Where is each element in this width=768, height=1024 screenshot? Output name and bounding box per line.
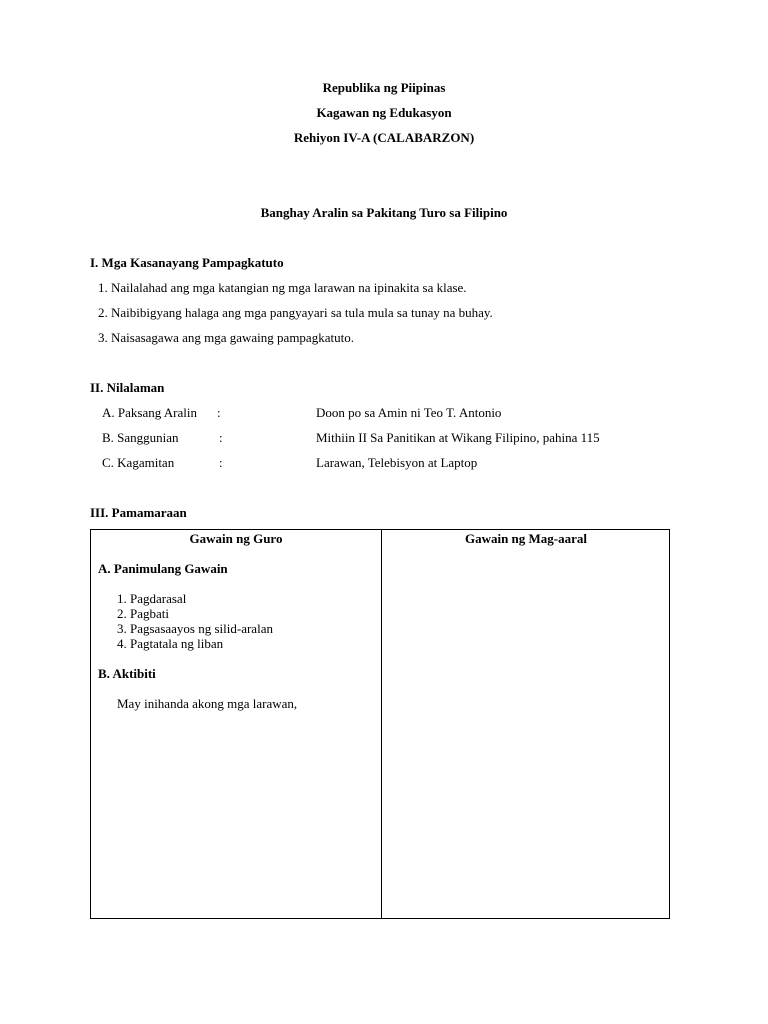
- section1-heading: I. Mga Kasanayang Pampagkatuto: [90, 255, 284, 270]
- content-value-topic: Doon po sa Amin ni Teo T. Antonio: [316, 405, 502, 420]
- content-value-reference: Mithiin II Sa Panitikan at Wikang Filipino, pahina 115: [316, 430, 600, 445]
- part-a-heading: A. Panimulang Gawain: [98, 561, 228, 576]
- objective-item-1: 1. Nailalahad ang mga katangian ng mga larawan na ipinakita sa klase.: [98, 280, 467, 295]
- content-value-materials: Larawan, Telebisyon at Laptop: [316, 455, 478, 470]
- part-a-item-3: 3. Pagsasaayos ng silid-aralan: [117, 621, 273, 636]
- content-colon-topic: :: [217, 405, 221, 420]
- objective-item-3: 3. Naisasagawa ang mga gawaing pampagkatuto.: [98, 330, 354, 345]
- section3-heading: III. Pamamaraan: [90, 505, 187, 520]
- student-column-header: Gawain ng Mag-aaral: [464, 531, 588, 546]
- part-a-item-1: 1. Pagdarasal: [117, 591, 187, 606]
- section2-heading: II. Nilalaman: [90, 380, 165, 395]
- content-label-materials: C. Kagamitan: [102, 455, 175, 470]
- objective-item-2: 2. Naibibigyang halaga ang mga pangyayari sa tula mula sa tunay na buhay.: [98, 305, 493, 320]
- content-colon-materials: :: [219, 455, 223, 470]
- header-department: Kagawan ng Edukasyon: [316, 105, 452, 120]
- header-country: Republika ng Piipinas: [322, 80, 446, 95]
- procedure-table: [90, 529, 670, 919]
- content-label-topic: A. Paksang Aralin: [102, 405, 197, 420]
- part-b-text: May inihanda akong mga larawan,: [117, 696, 298, 711]
- teacher-column-header: Gawain ng Guro: [189, 531, 283, 546]
- part-a-item-2: 2. Pagbati: [117, 606, 169, 621]
- part-a-item-4: 4. Pagtatala ng liban: [117, 636, 224, 651]
- content-colon-reference: :: [219, 430, 223, 445]
- part-b-heading: B. Aktibiti: [98, 666, 156, 681]
- content-label-reference: B. Sanggunian: [102, 430, 179, 445]
- table-column-divider: [381, 530, 382, 918]
- document-title: Banghay Aralin sa Pakitang Turo sa Filipino: [260, 205, 508, 220]
- header-region: Rehiyon IV-A (CALABARZON): [293, 130, 475, 145]
